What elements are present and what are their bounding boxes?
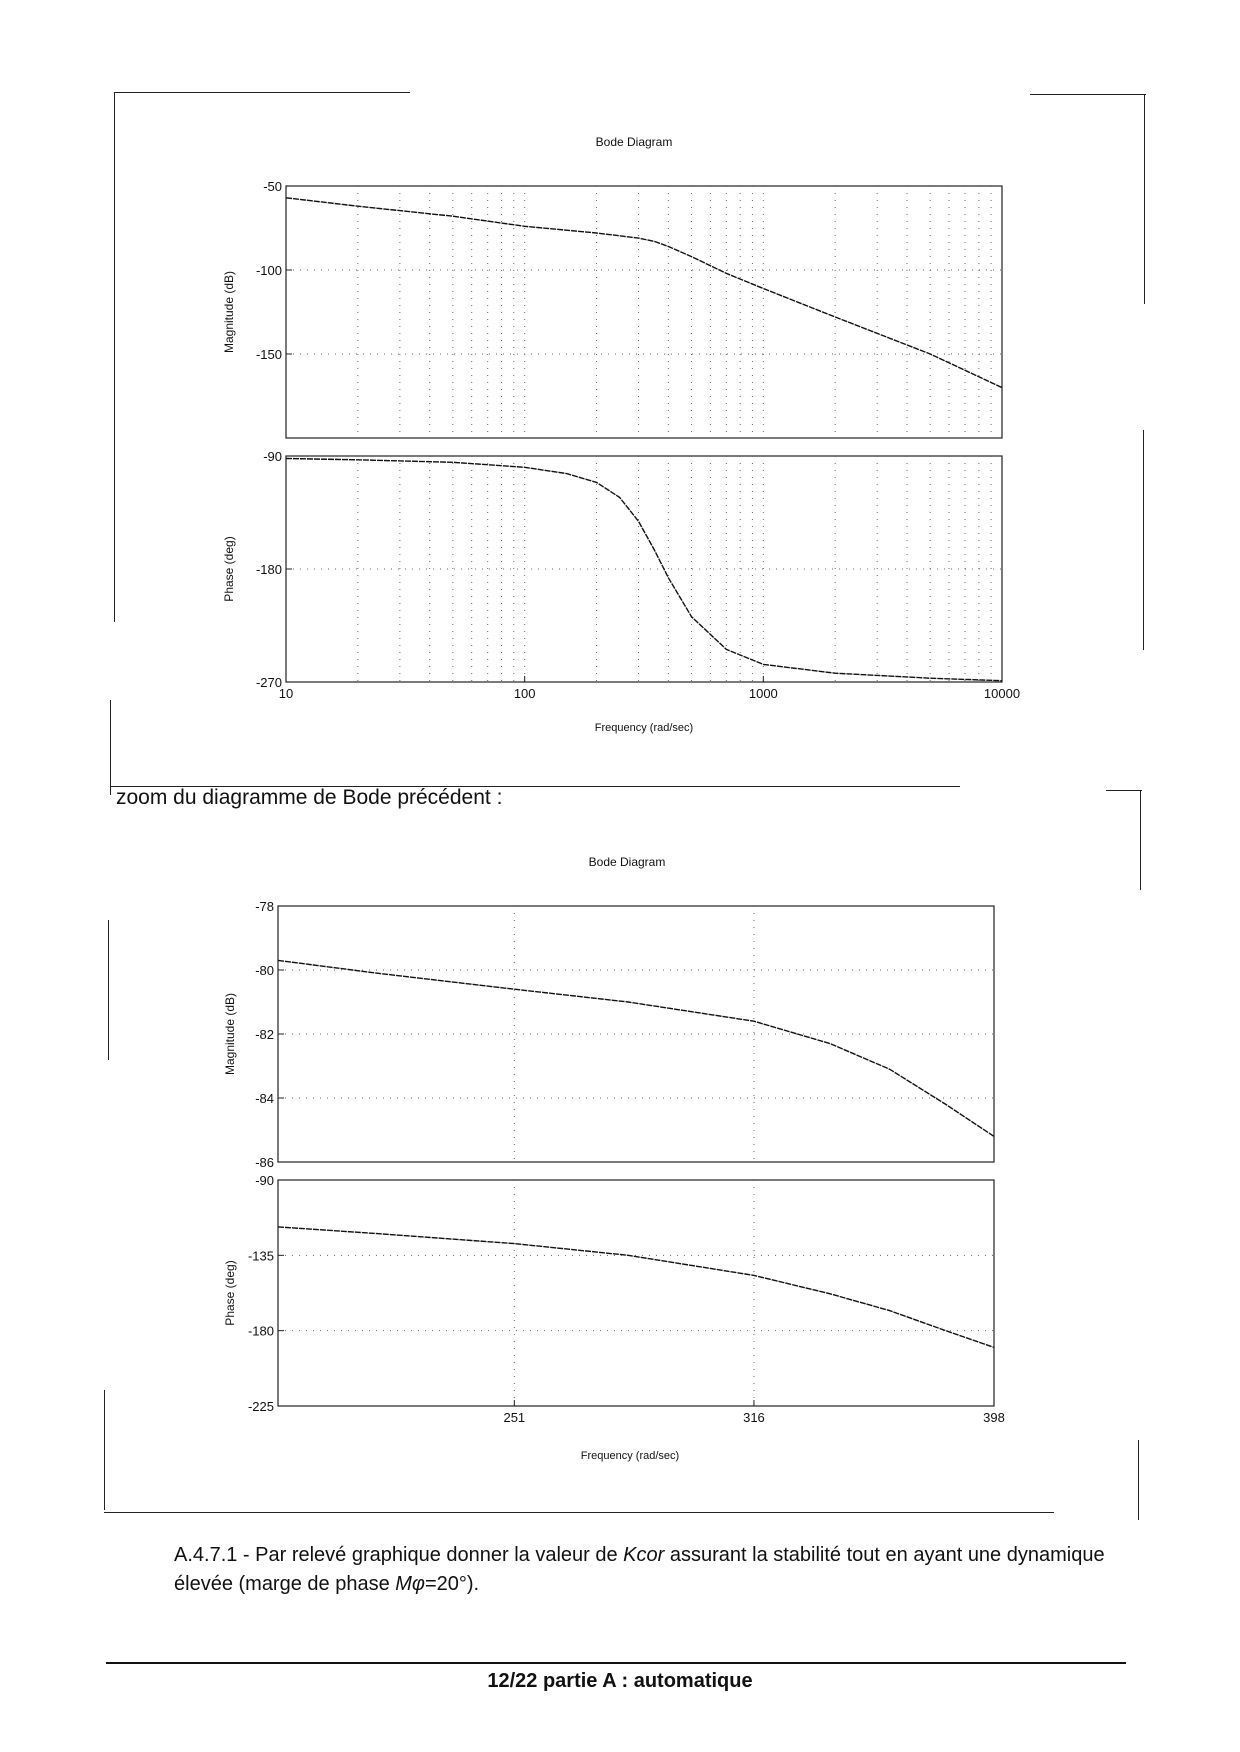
y-tick-label: -80 — [255, 963, 274, 978]
series-line — [286, 198, 1002, 388]
question-text: assurant la stabilité tout en ayant une dynamique élevée (marge de phase — [174, 1544, 1105, 1595]
magnitude-axes-box — [286, 186, 1002, 438]
y-tick-label: -86 — [255, 1155, 274, 1170]
x-tick-label: 10 — [278, 686, 294, 701]
phase-panel — [248, 1173, 1005, 1425]
x-tick-label: 100 — [513, 686, 536, 701]
y-tick-label: -100 — [255, 263, 282, 278]
x-tick-label: 251 — [503, 1410, 526, 1425]
y-tick-label: -180 — [255, 562, 282, 577]
y-tick-label: -82 — [255, 1027, 274, 1042]
phase-panel — [256, 449, 1020, 701]
bode-diagram-2 — [223, 855, 1005, 1462]
y-tick-label: -50 — [263, 179, 282, 194]
footer-rule — [106, 1662, 1126, 1664]
bode-diagram-1 — [222, 135, 1020, 734]
phase-axis-label: Phase (deg) — [223, 1260, 237, 1326]
series-line — [278, 1227, 994, 1348]
x-axis-label: Frequency (rad/sec) — [594, 722, 694, 734]
series-line — [278, 960, 994, 1136]
y-tick-label: -78 — [255, 899, 274, 914]
magnitude-panel — [255, 899, 994, 1170]
y-tick-label: -180 — [247, 1323, 274, 1339]
y-tick-label: -90 — [263, 449, 282, 464]
magnitude-panel — [256, 179, 1002, 438]
question-a471 — [174, 1541, 1154, 1599]
y-tick-label: -225 — [247, 1399, 274, 1414]
page-footer: 12/22 partie A : automatique — [487, 1670, 753, 1692]
series-line — [286, 459, 1002, 681]
phase-axis-label: Phase (deg) — [222, 536, 236, 602]
phase-margin-symbol: Mφ — [395, 1573, 425, 1595]
x-tick-label: 398 — [983, 1410, 1005, 1425]
y-tick-label: -150 — [255, 347, 282, 362]
y-tick-label: -90 — [255, 1173, 274, 1188]
question-text: A.4.7.1 - Par relevé graphique donner la valeur de — [174, 1544, 624, 1566]
phase-axes-box — [278, 1180, 994, 1406]
magnitude-axis-label: Magnitude (dB) — [222, 270, 236, 354]
x-axis-label: Frequency (rad/sec) — [580, 1450, 680, 1462]
chart-title: Bode Diagram — [595, 135, 673, 149]
x-tick-label: 10000 — [983, 686, 1021, 701]
x-tick-label: 316 — [743, 1410, 765, 1425]
question-text: =20°). — [424, 1573, 480, 1595]
chart-title: Bode Diagram — [588, 855, 666, 869]
y-tick-label: -84 — [255, 1091, 274, 1106]
zoom-caption: zoom du diagramme de Bode précédent : — [116, 786, 503, 809]
x-tick-label: 1000 — [748, 686, 778, 701]
y-tick-label: -270 — [255, 675, 282, 690]
y-tick-label: -135 — [247, 1248, 274, 1264]
magnitude-axis-label: Magnitude (dB) — [223, 992, 237, 1076]
kcor-symbol: Kcor — [623, 1544, 665, 1566]
